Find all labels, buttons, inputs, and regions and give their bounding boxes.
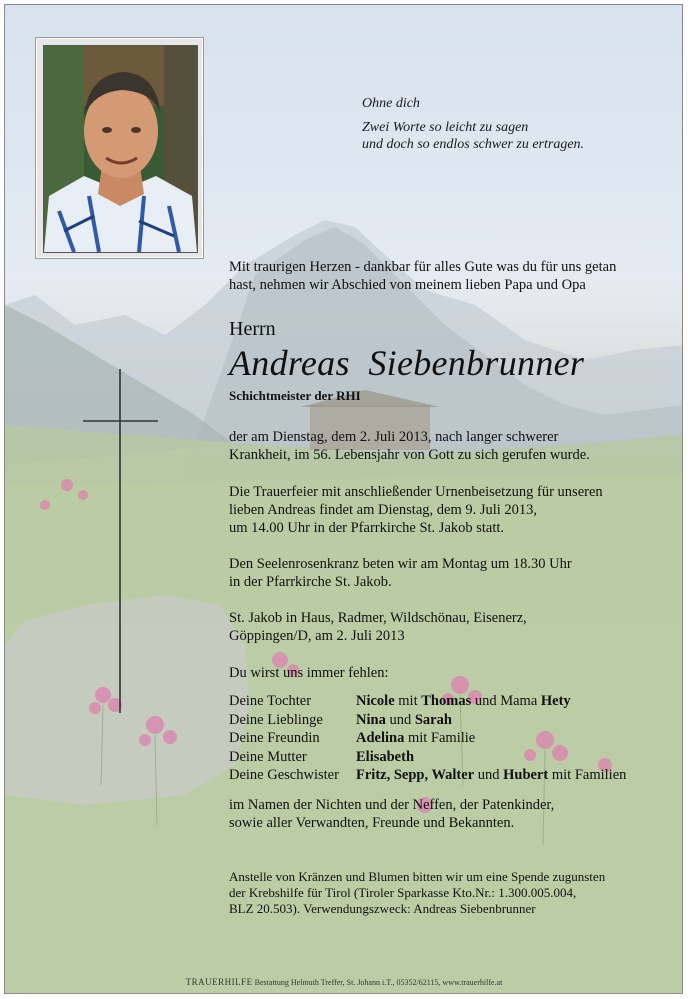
rosary-notice bbox=[229, 555, 572, 591]
poem-line: Ohne dich bbox=[362, 96, 420, 111]
occupation: Schichtmeister der RHI bbox=[229, 388, 361, 403]
death-line: der am Dienstag, dem 2. Juli 2013, nach langer schwerer bbox=[229, 429, 559, 445]
donation-note bbox=[229, 869, 605, 917]
deceased-name: Andreas Siebenbrunner bbox=[229, 343, 585, 383]
relatives-note bbox=[229, 796, 554, 832]
undertaker-info: Bestattung Helmuth Treffer, St. Johann i.T., 05352/62115, www.trauerhilfe.at bbox=[254, 978, 503, 987]
death-line: Krankheit, im 56. Lebensjahr von Gott zu sich gerufen wurde. bbox=[229, 447, 590, 463]
intro-text bbox=[229, 258, 616, 294]
poem-line: Zwei Worte so leicht zu sagen bbox=[362, 120, 529, 135]
missed-line: Du wirst uns immer fehlen: bbox=[229, 665, 389, 681]
intro-line: hast, nehmen wir Abschied von meinem lieben Papa und Opa bbox=[229, 277, 586, 293]
family-names: Fritz, Sepp, Walter und Hubert mit Familien bbox=[356, 767, 627, 783]
family-names: Adelina mit Familie bbox=[356, 730, 476, 746]
place-date bbox=[229, 609, 527, 645]
portrait-photo bbox=[43, 45, 198, 253]
donation-line: Anstelle von Kränzen und Blumen bitten wir um eine Spende zugunsten bbox=[229, 869, 606, 884]
death-notice bbox=[229, 428, 590, 464]
family-relation: Deine Tochter bbox=[229, 693, 312, 709]
family-names: Elisabeth bbox=[356, 748, 415, 765]
intro-line: Mit traurigen Herzen - dankbar für alles Gute was du für uns getan bbox=[229, 259, 617, 275]
poem bbox=[362, 95, 584, 153]
undertaker-logo: TRAUERHILFE bbox=[185, 977, 253, 987]
poem-line: und doch so endlos schwer zu ertragen. bbox=[362, 137, 585, 152]
family-names: Nicole mit Thomas und Mama Hety bbox=[356, 693, 571, 709]
donation-line: der Krebshilfe für Tirol (Tiroler Sparkasse Kto.Nr.: 1.300.005.004, bbox=[229, 885, 577, 900]
place-line: Göppingen/D, am 2. Juli 2013 bbox=[229, 628, 405, 644]
funeral-line: Die Trauerfeier mit anschließender Urnenbeisetzung für unseren bbox=[229, 484, 603, 500]
family-names: Nina und Sarah bbox=[356, 711, 452, 728]
footer bbox=[0, 977, 688, 987]
portrait-frame bbox=[35, 37, 204, 259]
relatives-line: sowie aller Verwandten, Freunde und Bekannten. bbox=[229, 815, 515, 831]
family-relation: Deine Lieblinge bbox=[229, 711, 323, 728]
funeral-line: um 14.00 Uhr in der Pfarrkirche St. Jakob statt. bbox=[229, 520, 505, 536]
place-line: St. Jakob in Haus, Radmer, Wildschönau, Eisenerz, bbox=[229, 610, 527, 626]
relatives-line: im Namen der Nichten und der Neffen, der Patenkinder, bbox=[229, 797, 555, 813]
family-relation: Deine Geschwister bbox=[229, 767, 339, 783]
donation-line: BLZ 20.503). Verwendungszweck: Andreas Siebenbrunner bbox=[229, 901, 536, 916]
rosary-line: Den Seelenrosenkranz beten wir am Montag um 18.30 Uhr bbox=[229, 556, 572, 572]
salutation: Herrn bbox=[229, 318, 276, 340]
funeral-line: lieben Andreas findet am Dienstag, dem 9. Juli 2013, bbox=[229, 502, 538, 518]
family-relation: Deine Freundin bbox=[229, 730, 320, 746]
funeral-notice bbox=[229, 483, 603, 537]
rosary-line: in der Pfarrkirche St. Jakob. bbox=[229, 574, 392, 590]
family-relation: Deine Mutter bbox=[229, 748, 307, 765]
